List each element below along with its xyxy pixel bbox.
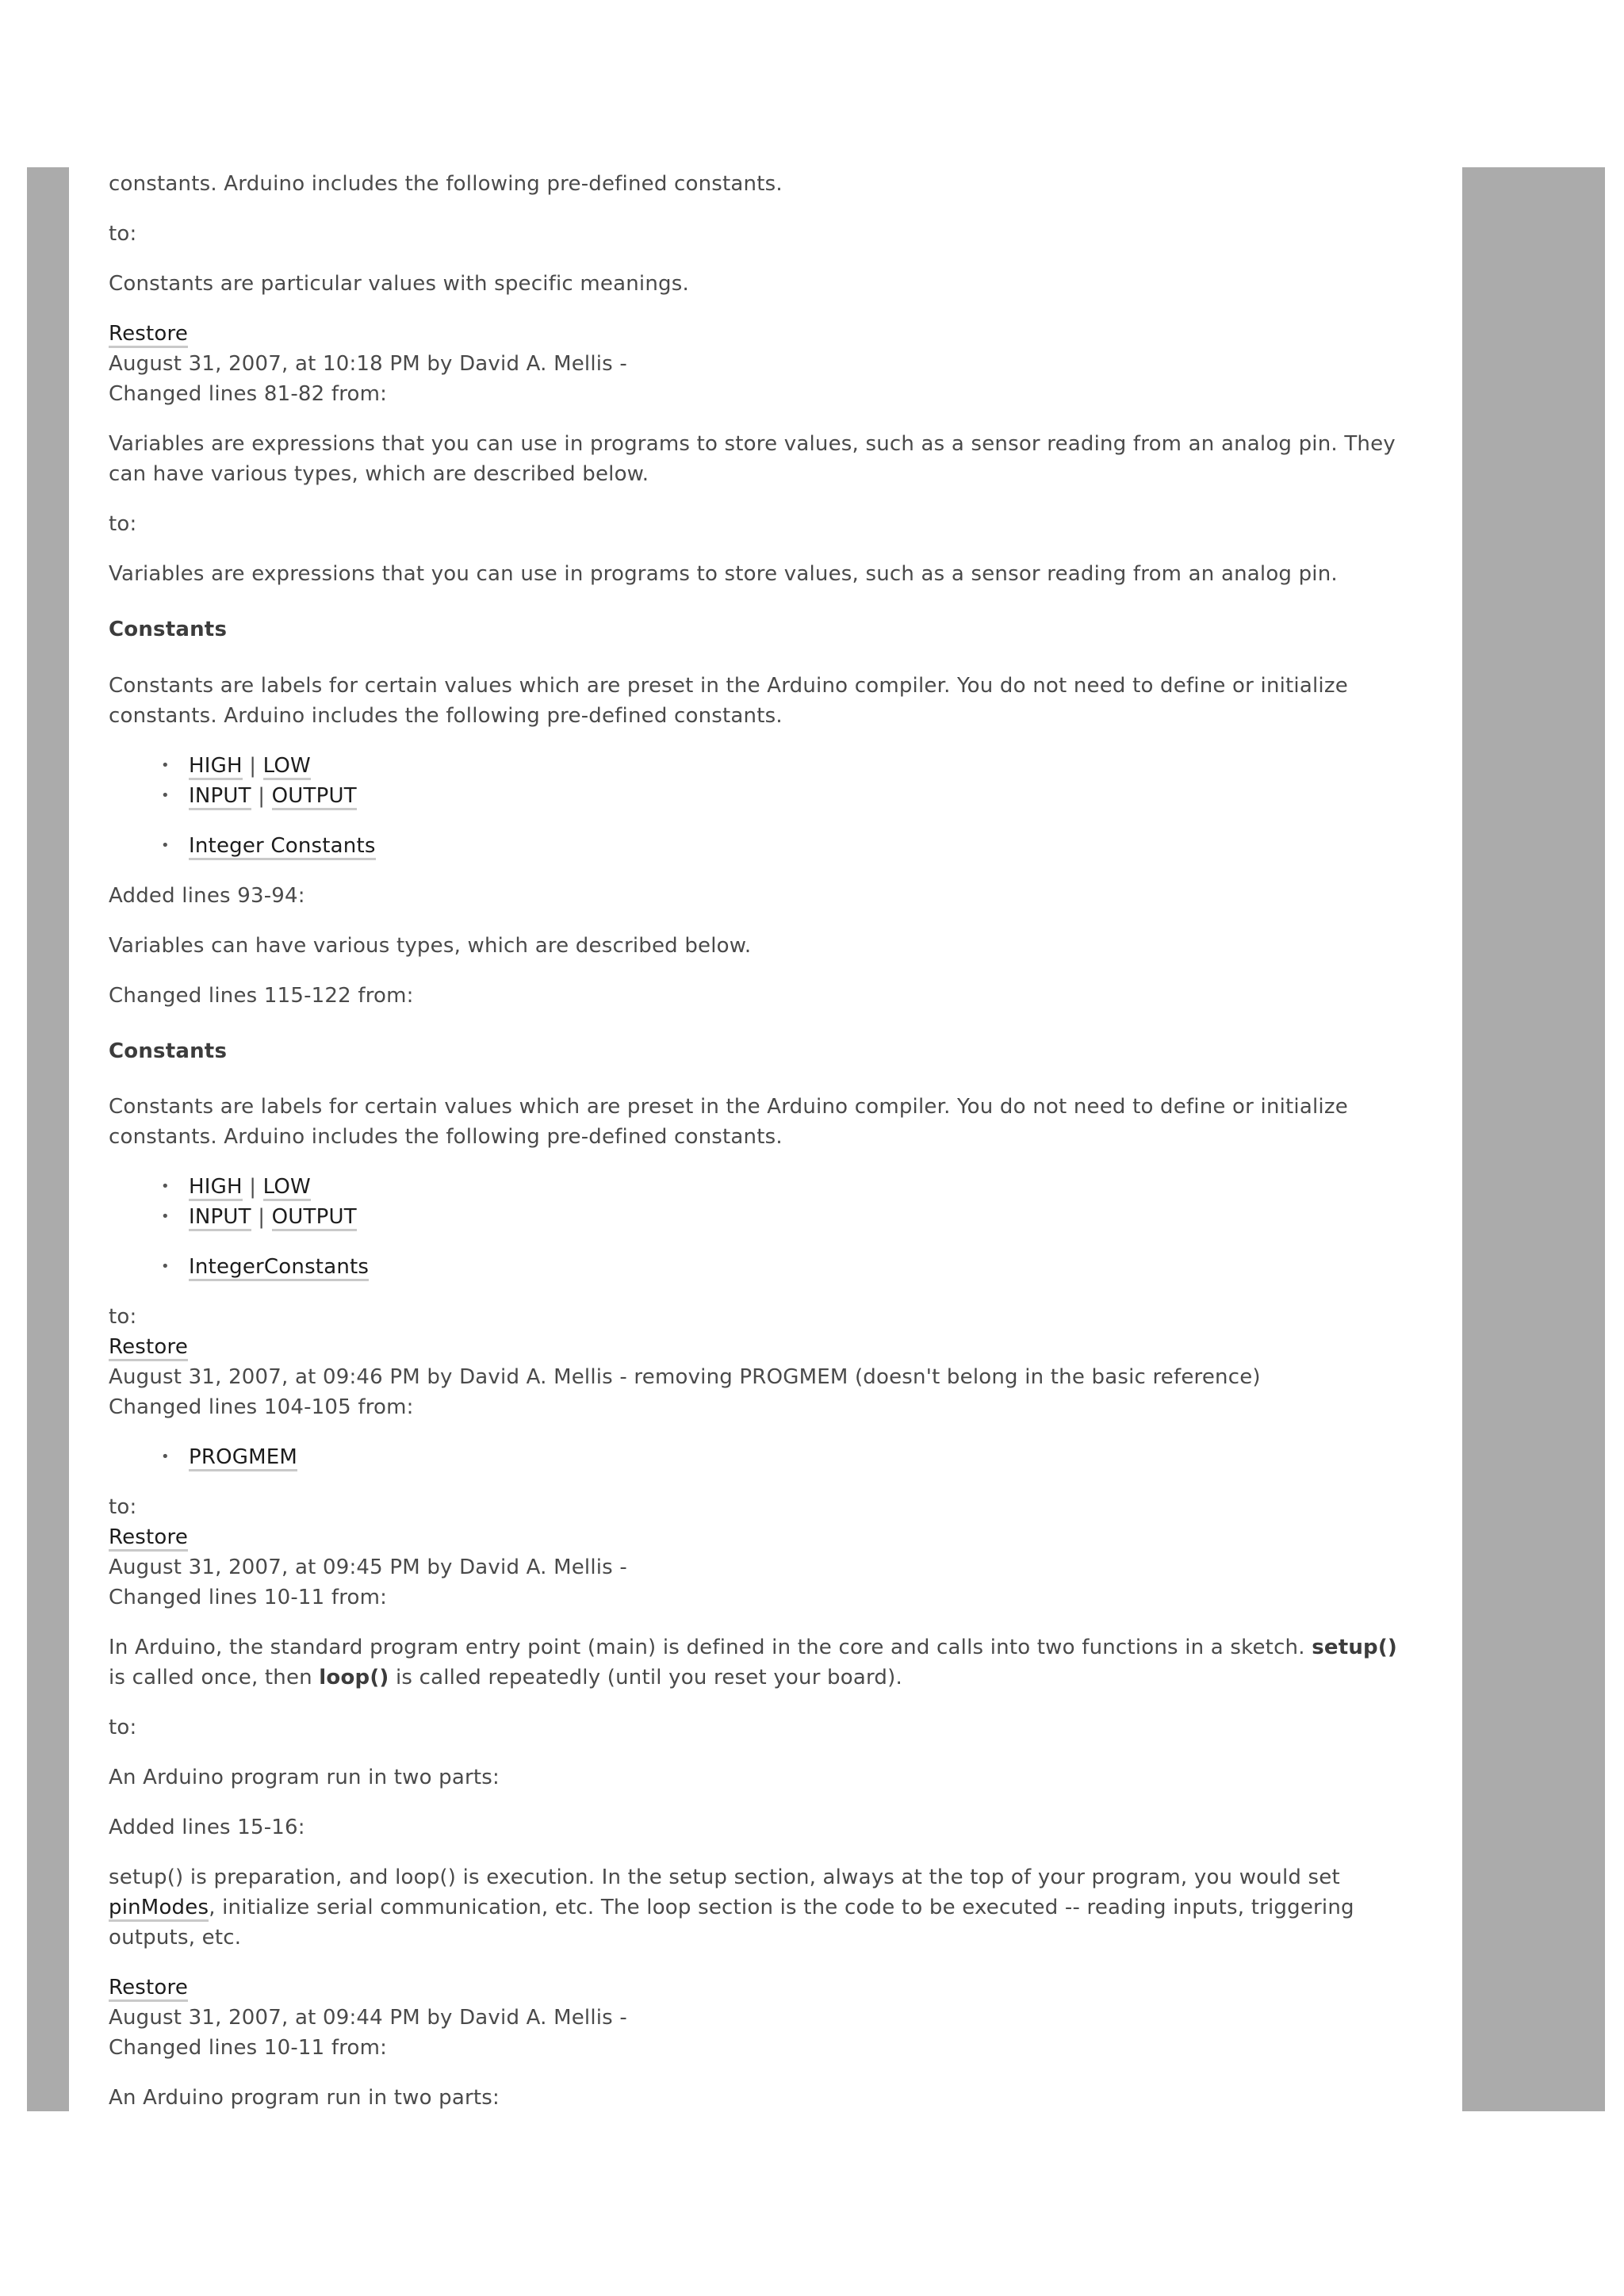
right-sidebar <box>1462 167 1605 2111</box>
restore-link[interactable]: Restore <box>109 1976 188 2002</box>
bullet-icon: • <box>161 787 170 804</box>
link-high[interactable]: HIGH <box>189 754 243 780</box>
restore-link-wrap <box>109 319 188 349</box>
text-line: setup() is preparation, and loop() is execution. In the setup section, always at the top of your program, you would set <box>109 1866 1340 1889</box>
revision-header: August 31, 2007, at 09:45 PM by David A. Mellis - <box>109 1556 627 1579</box>
text-line: to: <box>109 1716 137 1739</box>
list-item <box>189 1442 297 1472</box>
bullet-icon: • <box>161 1208 170 1225</box>
diff-label: Changed lines 115-122 from: <box>109 984 414 1008</box>
text-segment: is called repeatedly (until you reset your board). <box>395 1666 902 1689</box>
bullet-icon: • <box>161 1258 170 1275</box>
list-item <box>189 831 376 861</box>
text-line: An Arduino program run in two parts: <box>109 2086 500 2110</box>
revision-header: August 31, 2007, at 09:44 PM by David A. Mellis - <box>109 2006 627 2030</box>
bullet-icon: • <box>161 1178 170 1195</box>
text-line <box>109 1892 1354 1923</box>
text-line: constants. Arduino includes the following pre-defined constants. <box>109 172 783 196</box>
text-line: constants. Arduino includes the following pre-defined constants. <box>109 1125 783 1149</box>
restore-link[interactable]: Restore <box>109 322 188 348</box>
restore-link[interactable]: Restore <box>109 1525 188 1552</box>
separator: | <box>258 1205 266 1229</box>
text-line: Constants are labels for certain values which are preset in the Arduino compiler. You do not need to define or initialize <box>109 1095 1348 1119</box>
text-line: Variables can have various types, which are described below. <box>109 934 752 958</box>
text-line: outputs, etc. <box>109 1926 242 1950</box>
text-line: can have various types, which are described below. <box>109 462 649 486</box>
text-line <box>109 1663 902 1693</box>
diff-label: Changed lines 10-11 from: <box>109 1586 388 1609</box>
list-item <box>189 1252 369 1282</box>
left-gutter <box>27 167 69 2111</box>
text-line: An Arduino program run in two parts: <box>109 1766 500 1789</box>
separator: | <box>258 784 266 808</box>
restore-link[interactable]: Restore <box>109 1335 188 1361</box>
text-line: Constants are labels for certain values which are preset in the Arduino compiler. You do not need to define or initialize <box>109 674 1348 698</box>
link-progmem[interactable]: PROGMEM <box>189 1445 297 1471</box>
text-line <box>109 1632 1397 1663</box>
list-item <box>189 1202 357 1232</box>
link-input[interactable]: INPUT <box>189 1205 251 1231</box>
code-term: setup() <box>1312 1636 1398 1659</box>
section-heading: Constants <box>109 1039 228 1063</box>
link-integerconstants[interactable]: IntegerConstants <box>189 1255 369 1281</box>
list-item <box>189 781 357 811</box>
restore-link-wrap <box>109 1522 188 1552</box>
link-pinmodes[interactable]: pinModes <box>109 1896 209 1922</box>
link-high[interactable]: HIGH <box>189 1175 243 1201</box>
revision-header: August 31, 2007, at 09:46 PM by David A. Mellis - removing PROGMEM (doesn't belong in the basic reference) <box>109 1365 1261 1389</box>
diff-label: Changed lines 104-105 from: <box>109 1395 414 1419</box>
link-low[interactable]: LOW <box>263 754 311 780</box>
text-line: to: <box>109 512 137 536</box>
diff-label: Added lines 93-94: <box>109 884 305 908</box>
diff-label: Changed lines 10-11 from: <box>109 2036 388 2060</box>
list-item <box>189 751 311 781</box>
link-output[interactable]: OUTPUT <box>272 784 357 810</box>
link-integer-constants[interactable]: Integer Constants <box>189 834 376 860</box>
separator: | <box>249 754 257 778</box>
text-line: Constants are particular values with specific meanings. <box>109 272 689 296</box>
text-line: Variables are expressions that you can use in programs to store values, such as a sensor reading from an analog pin. They <box>109 432 1396 456</box>
text-line: to: <box>109 222 137 246</box>
text-segment: , initialize serial communication, etc. The loop section is the code to be executed -- reading inputs, triggering <box>209 1896 1354 1919</box>
diff-label: Added lines 15-16: <box>109 1816 305 1839</box>
text-line: constants. Arduino includes the following pre-defined constants. <box>109 704 783 728</box>
restore-link-wrap <box>109 1973 188 2003</box>
text-segment: is called once, then <box>109 1666 312 1689</box>
bullet-icon: • <box>161 837 170 854</box>
bullet-icon: • <box>161 1448 170 1465</box>
restore-link-wrap <box>109 1332 188 1362</box>
diff-label: Changed lines 81-82 from: <box>109 382 388 406</box>
list-item <box>189 1172 311 1202</box>
link-output[interactable]: OUTPUT <box>272 1205 357 1231</box>
separator: | <box>249 1175 257 1199</box>
text-line: Variables are expressions that you can use in programs to store values, such as a sensor reading from an analog pin. <box>109 562 1338 586</box>
text-segment: In Arduino, the standard program entry point (main) is defined in the core and calls into two functions in a sketch. <box>109 1636 1305 1659</box>
link-low[interactable]: LOW <box>263 1175 311 1201</box>
link-input[interactable]: INPUT <box>189 784 251 810</box>
revision-header: August 31, 2007, at 10:18 PM by David A. Mellis - <box>109 352 627 376</box>
bullet-icon: • <box>161 757 170 774</box>
text-line: to: <box>109 1495 137 1519</box>
section-heading: Constants <box>109 618 228 641</box>
code-term: loop() <box>319 1666 389 1689</box>
text-line: to: <box>109 1305 137 1329</box>
